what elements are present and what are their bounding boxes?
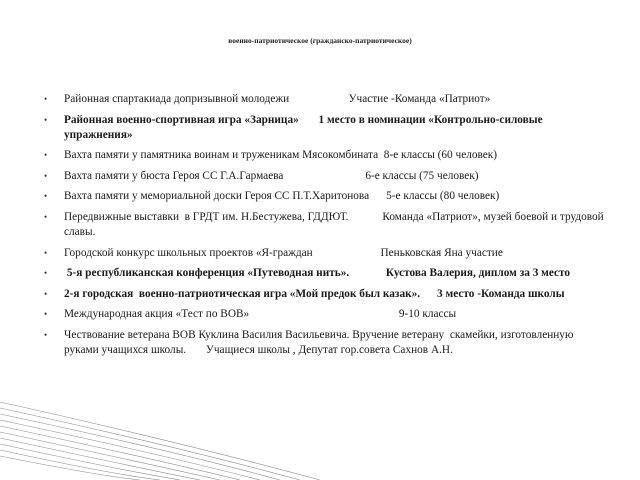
list-item [44, 113, 604, 143]
bullet-icon: • [44, 191, 48, 202]
item-text: 5-я республиканская конференция «Путеводная нить». Кустова Валерия, диплом за 3 место [64, 267, 571, 280]
list-item [44, 328, 604, 358]
item-text: Районная спартакиада допризывной молодежи Участие -Команда «Патриот» [64, 93, 491, 105]
list-item [44, 189, 604, 204]
bullet-icon: • [44, 288, 48, 299]
item-text: Городской конкурс школьных проектов «Я-граждан Пеньковская Яна участие [64, 246, 503, 259]
bullet-icon: • [44, 114, 48, 125]
activity-list [44, 92, 607, 364]
bullet-icon: • [44, 150, 48, 161]
bullet-icon: • [44, 94, 48, 104]
item-text: Международная акция «Тест по ВОВ» 9-10 классы [64, 308, 457, 321]
list-item [44, 287, 604, 302]
item-text: Вахта памяти у мемориальной доски Героя СС П.Т.Харитонова 5-е классы (80 человек) [64, 190, 500, 203]
item-text: Вахта памяти у памятника воинам и труженикам Мясокомбината 8-е классы (60 человек) [64, 149, 498, 162]
list-item [44, 266, 604, 281]
list-item [44, 148, 604, 163]
slide-title: военно-патриотическое (гражданско-патриотическое) [228, 36, 412, 45]
list-item [44, 92, 604, 107]
decorative-lines [0, 380, 640, 480]
bullet-icon: • [44, 268, 48, 279]
list-item [44, 246, 604, 261]
list-item [44, 169, 604, 184]
bullet-icon: • [44, 170, 48, 181]
bullet-icon: • [44, 309, 48, 320]
bullet-icon: • [44, 211, 48, 222]
bullet-icon: • [44, 329, 48, 340]
item-text: Районная военно-спортивная игра «Зарница» 1 место в номинации «Контрольно-силовые упражнения» [64, 113, 546, 141]
list-item [44, 210, 607, 240]
item-text: Чествование ветерана ВОВ Куклина Василия Васильевича. Вручение ветерану скамейки, изготовленную руками учащихся школы. Учащиеся школы , Депутат гор.совета Сахнов А.Н. [64, 328, 577, 356]
item-text: 2-я городская военно-патриотическая игра «Мой предок был казак». 3 место -Команда школы [64, 287, 565, 300]
item-text: Передвижные выставки в ГРДТ им. Н.Бестужева, ГДДЮТ. Команда «Патриот», музей боевой и трудовой славы. [64, 210, 607, 238]
list-item [44, 307, 604, 322]
item-text: Вахта памяти у бюста Героя СС Г.А.Гармаева 6-е классы (75 человек) [64, 169, 479, 182]
bullet-icon: • [44, 247, 48, 258]
